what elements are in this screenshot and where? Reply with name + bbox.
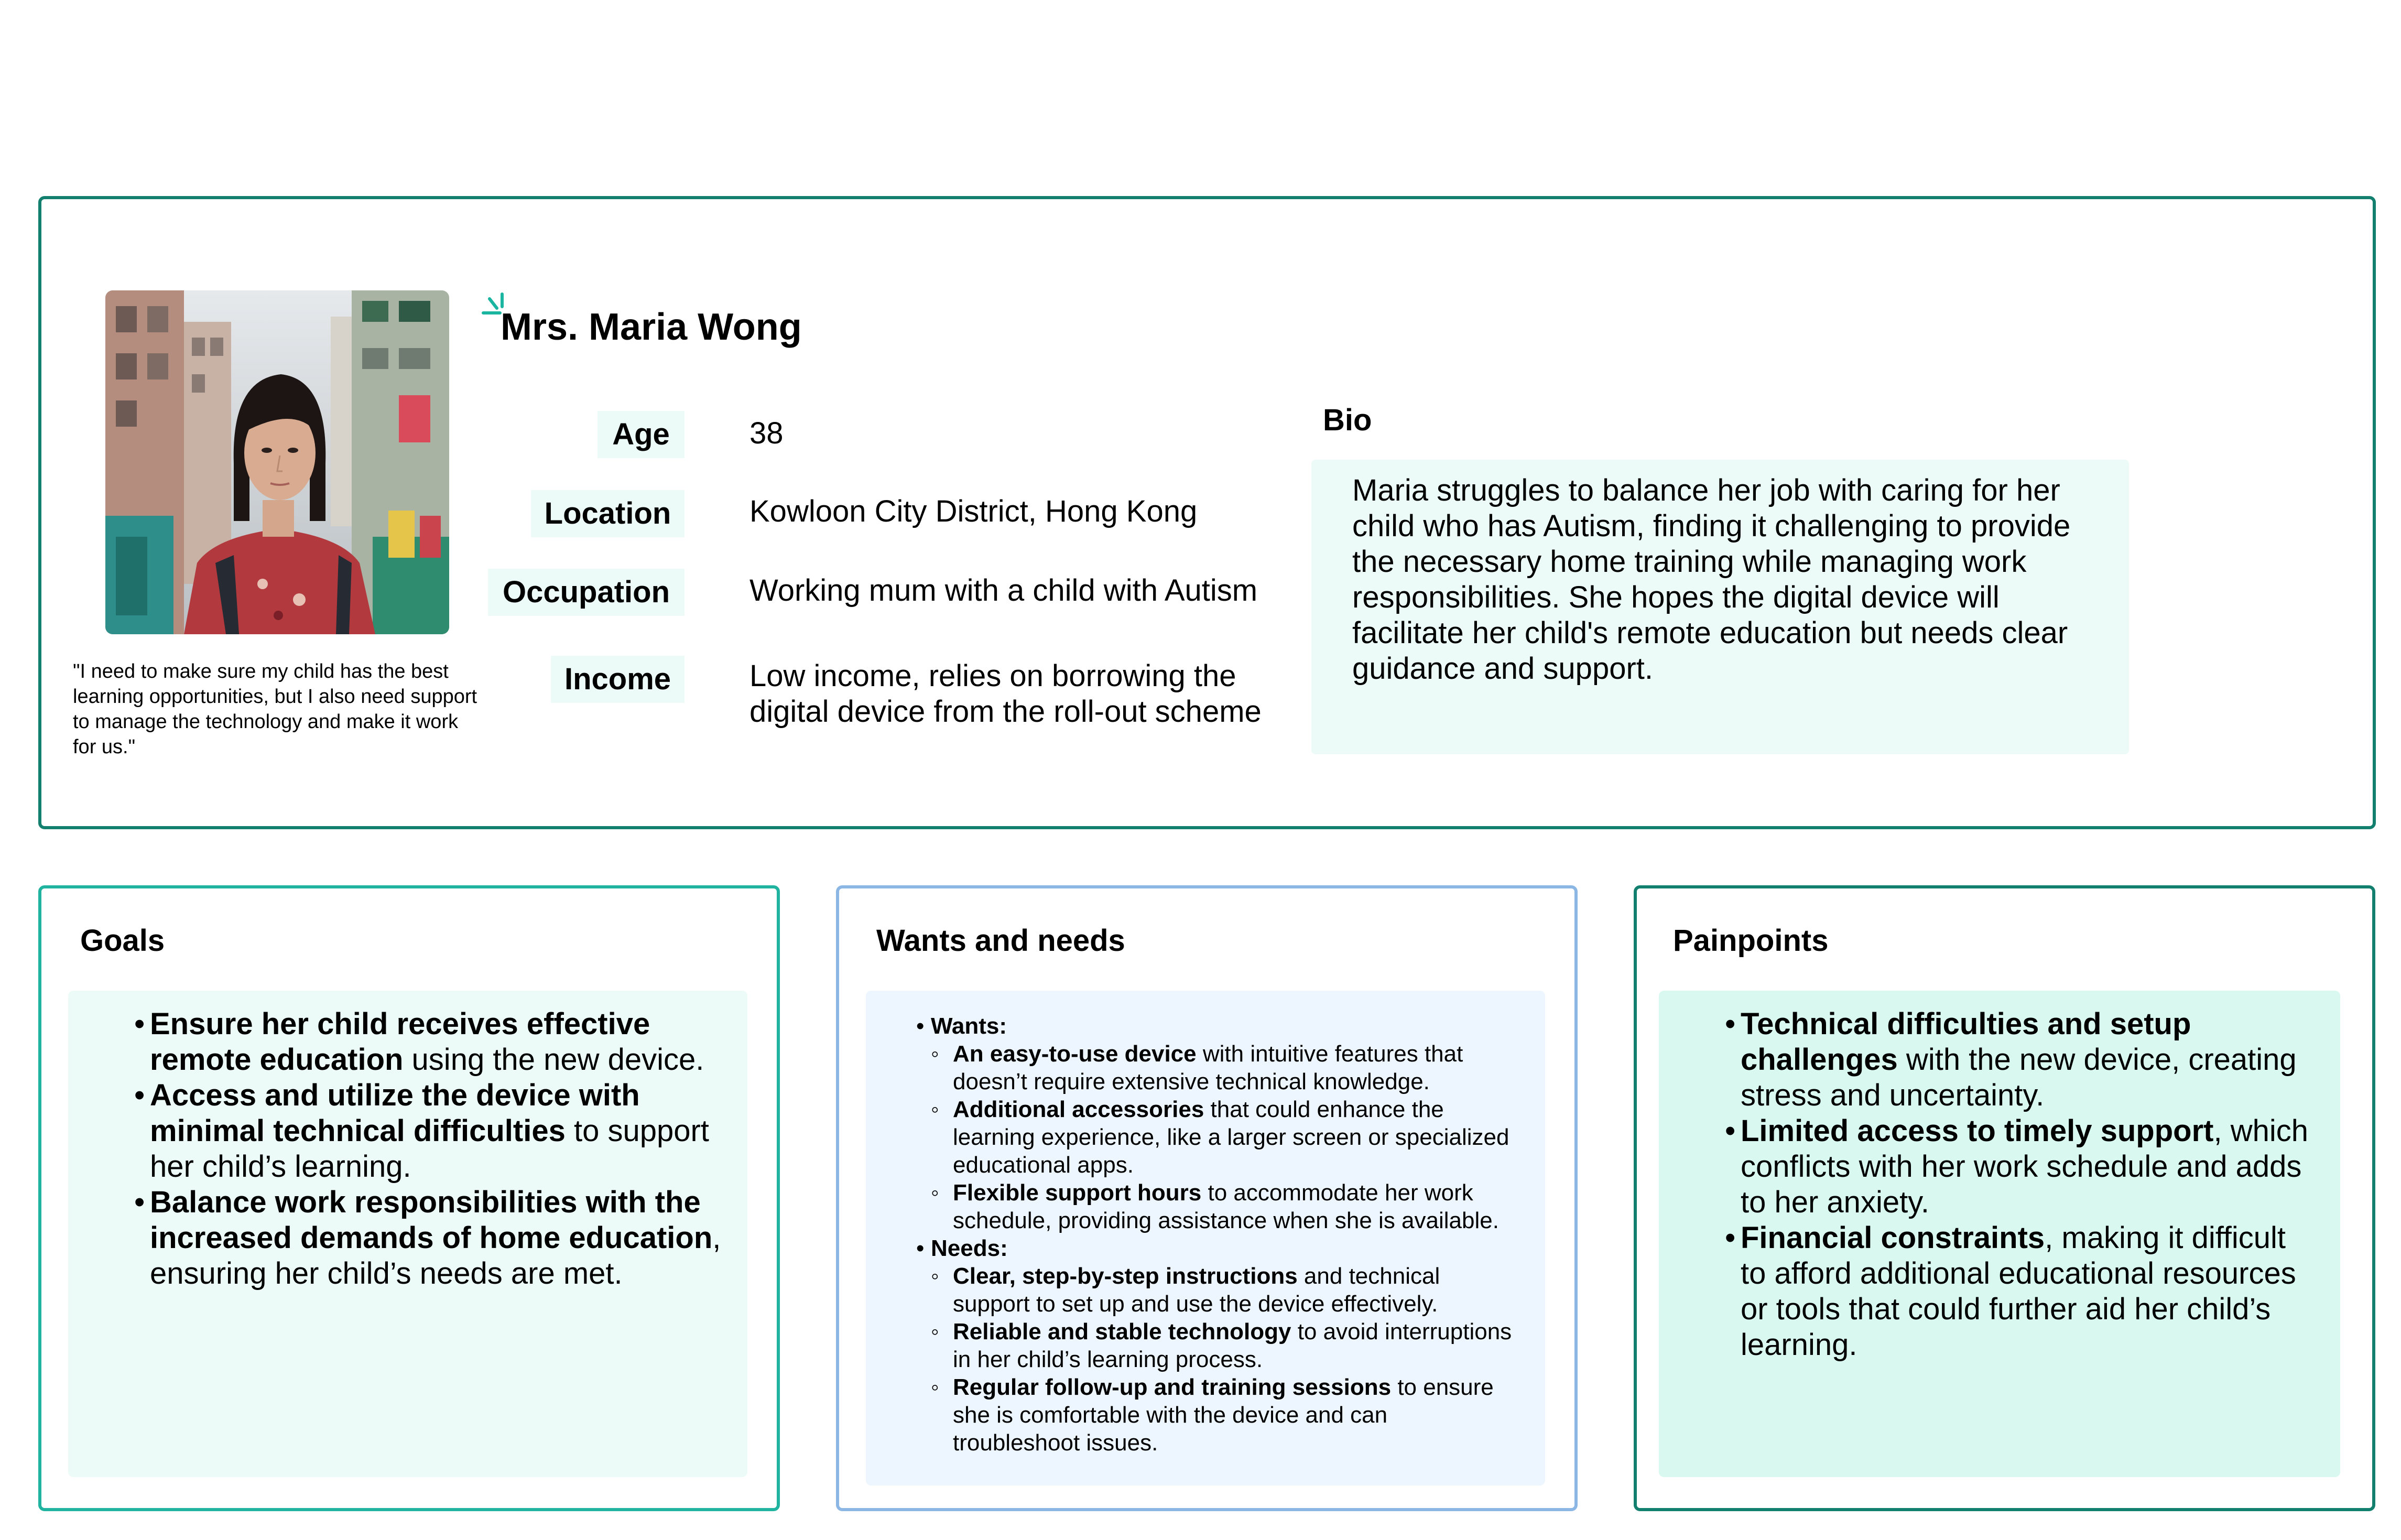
income-label: Income bbox=[551, 656, 685, 703]
painpoint-item: • Technical difficulties and setup challenges with the new device, creating stress and uncertainty. bbox=[1686, 1006, 2309, 1113]
painpoint-item: • Limited access to timely support, which conflicts with her work schedule and adds to her anxiety. bbox=[1686, 1113, 2309, 1220]
income-value: Low income, relies on borrowing the digital device from the roll-out scheme bbox=[749, 659, 1262, 729]
occupation-label: Occupation bbox=[488, 569, 685, 616]
want-item: ◦ Flexible support hours to accommodate her work schedule, providing assistance when she is available. bbox=[931, 1179, 1514, 1234]
want-item: ◦ Additional accessories that could enhance the learning experience, like a larger screen or specialized educational apps. bbox=[931, 1096, 1514, 1179]
need-item: ◦ Regular follow-up and training sessions to ensure she is comfortable with the device and can troubleshoot issues. bbox=[931, 1373, 1514, 1457]
want-item: ◦ An easy-to-use device with intuitive features that doesn’t require extensive technical knowledge. bbox=[931, 1040, 1514, 1096]
goal-item: • Balance work responsibilities with the increased demands of home education, ensuring her child’s needs are met. bbox=[95, 1185, 721, 1292]
occupation-value: Working mum with a child with Autism bbox=[749, 573, 1258, 608]
needs-group: • Needs: ◦ Clear, step-by-step instructions and technical support to set up and use the device effectively. ◦ Reliable and stable technology to avoid interruptions in her child’s learning process. ◦ Regular follow-up and training sessions to ensure she is comfortable with the device and can troubleshoot issues. bbox=[876, 1234, 1514, 1457]
need-item: ◦ Reliable and stable technology to avoid interruptions in her child’s learning process. bbox=[931, 1318, 1514, 1373]
need-item: ◦ Clear, step-by-step instructions and technical support to set up and use the device effectively. bbox=[931, 1262, 1514, 1318]
painpoints-list-box bbox=[1659, 991, 2340, 1477]
wants-needs-list-box bbox=[866, 991, 1545, 1485]
location-value: Kowloon City District, Hong Kong bbox=[749, 494, 1198, 528]
persona-name: Mrs. Maria Wong bbox=[501, 306, 802, 348]
goals-list bbox=[95, 1006, 721, 1292]
portrait-photo bbox=[105, 290, 449, 634]
persona-quote: "I need to make sure my child has the best learning opportunities, but I also need support to manage the technology and make it work for us." bbox=[73, 660, 477, 758]
goals-heading: Goals bbox=[80, 924, 165, 958]
wants-needs-list bbox=[876, 1012, 1514, 1457]
wants-group: • Wants: ◦ An easy-to-use device with intuitive features that doesn’t require extensive technical knowledge. ◦ Additional accessories that could enhance the learning experience, like a larger screen or specialized educational apps. ◦ Flexible support hours to accommodate her work schedule, providing assistance when she is available. bbox=[876, 1012, 1514, 1234]
location-label: Location bbox=[531, 490, 685, 537]
goals-list-box bbox=[68, 991, 747, 1477]
bio-text: Maria struggles to balance her job with caring for her child who has Autism, finding it challenging to provide the necessary home training while managing work responsibilities. She hopes the digital device will facilitate her child's remote education but needs clear guidance and support. bbox=[1311, 460, 2129, 754]
painpoint-item: • Financial constraints, making it difficult to afford additional educational resources or tools that could further aid her child’s learning. bbox=[1686, 1220, 2309, 1363]
wants-needs-heading: Wants and needs bbox=[876, 924, 1125, 958]
age-label: Age bbox=[597, 411, 685, 458]
painpoints-heading: Painpoints bbox=[1673, 924, 1829, 958]
goal-item: • Ensure her child receives effective remote education using the new device. bbox=[95, 1006, 721, 1078]
goal-item: • Access and utilize the device with minimal technical difficulties to support her child’s learning. bbox=[95, 1078, 721, 1185]
painpoints-list bbox=[1686, 1006, 2309, 1363]
bio-heading: Bio bbox=[1323, 403, 1372, 437]
age-value: 38 bbox=[749, 416, 784, 450]
